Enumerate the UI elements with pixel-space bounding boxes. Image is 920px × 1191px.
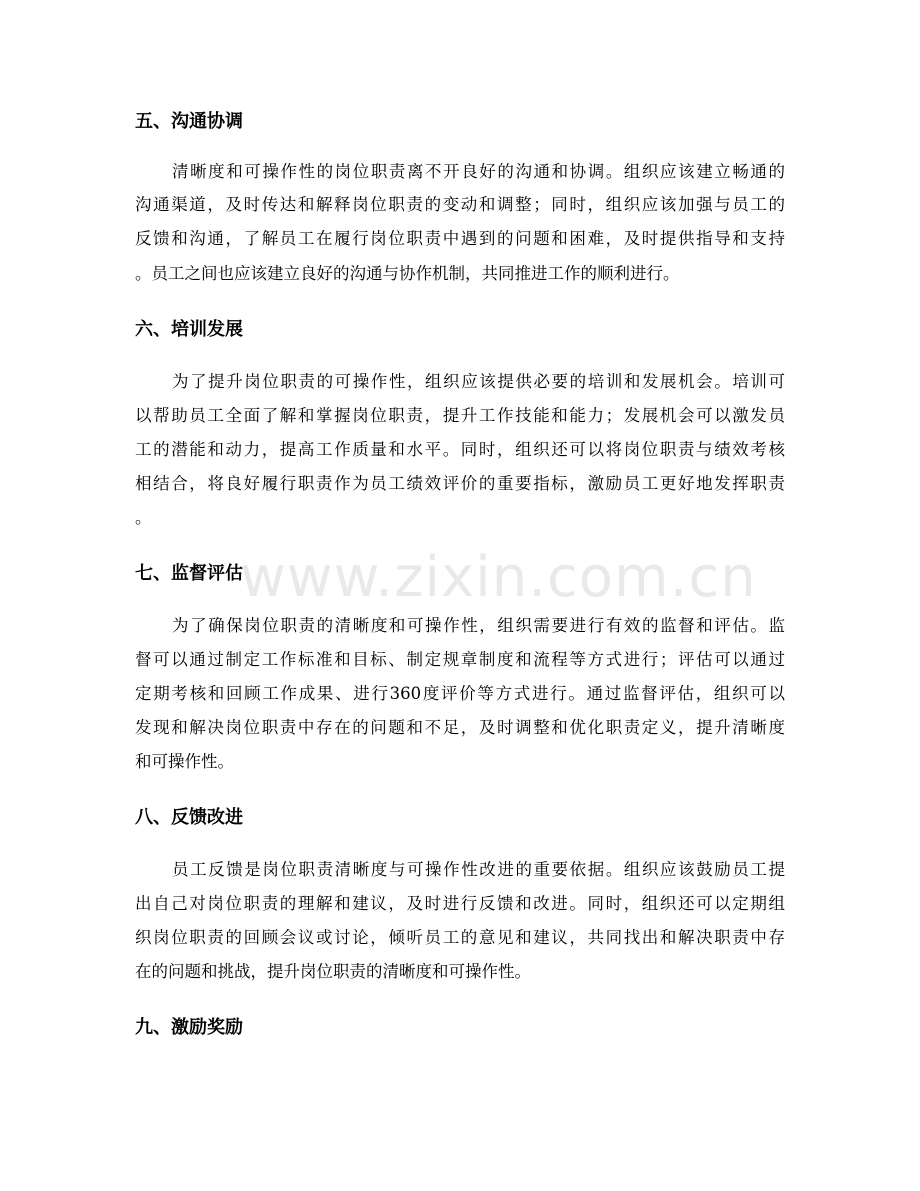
paragraph-line: 定期考核和回顾工作成果、进行360度评价等方式进行。通过监督评估，组织可以 bbox=[135, 684, 785, 703]
paragraph-line: 为了提升岗位职责的可操作性，组织应该提供必要的培训和发展机会。培训可 bbox=[172, 372, 785, 391]
paragraph-line: 为了确保岗位职责的清晰度和可操作性，组织需要进行有效的监督和评估。监 bbox=[172, 616, 785, 635]
section-heading-7: 七、监督评估 bbox=[135, 563, 243, 584]
paragraph-line: 员工反馈是岗位职责清晰度与可操作性改进的重要依据。组织应该鼓励员工提 bbox=[172, 860, 785, 879]
paragraph-line: 相结合，将良好履行职责作为员工绩效评价的重要指标，激励员工更好地发挥职责 bbox=[135, 474, 785, 493]
paragraph-line: 。 bbox=[135, 508, 152, 527]
paragraph-line: 反馈和沟通，了解员工在履行岗位职责中遇到的问题和困难，及时提供指导和支持 bbox=[135, 229, 785, 248]
watermark: www.zixin.com.cn bbox=[240, 545, 757, 610]
paragraph-line: 以帮助员工全面了解和掌握岗位职责，提升工作技能和能力；发展机会可以激发员 bbox=[135, 406, 785, 425]
paragraph-line: 和可操作性。 bbox=[135, 752, 234, 771]
section-heading-6: 六、培训发展 bbox=[135, 319, 243, 340]
paragraph-line: 出自己对岗位职责的理解和建议，及时进行反馈和改进。同时，组织还可以定期组 bbox=[135, 894, 785, 913]
section-heading-9: 九、激励奖励 bbox=[135, 1017, 243, 1038]
paragraph-line: 织岗位职责的回顾会议或讨论，倾听员工的意见和建议，共同找出和解决职责中存 bbox=[135, 928, 785, 947]
paragraph-line: 工的潜能和动力，提高工作质量和水平。同时，组织还可以将岗位职责与绩效考核 bbox=[135, 440, 785, 459]
paragraph-line: 在的问题和挑战，提升岗位职责的清晰度和可操作性。 bbox=[135, 962, 531, 981]
paragraph-line: 。员工之间也应该建立良好的沟通与协作机制，共同推进工作的顺利进行。 bbox=[135, 264, 680, 283]
paragraph-line: 督可以通过制定工作标准和目标、制定规章制度和流程等方式进行；评估可以通过 bbox=[135, 650, 785, 669]
section-heading-8: 八、反馈改进 bbox=[135, 807, 243, 828]
paragraph-line: 沟通渠道，及时传达和解释岗位职责的变动和调整；同时，组织应该加强与员工的 bbox=[135, 195, 785, 214]
section-heading-5: 五、沟通协调 bbox=[135, 111, 243, 132]
paragraph-line: 清晰度和可操作性的岗位职责离不开良好的沟通和协调。组织应该建立畅通的 bbox=[172, 162, 785, 181]
paragraph-line: 发现和解决岗位职责中存在的问题和不足，及时调整和优化职责定义，提升清晰度 bbox=[135, 718, 785, 737]
